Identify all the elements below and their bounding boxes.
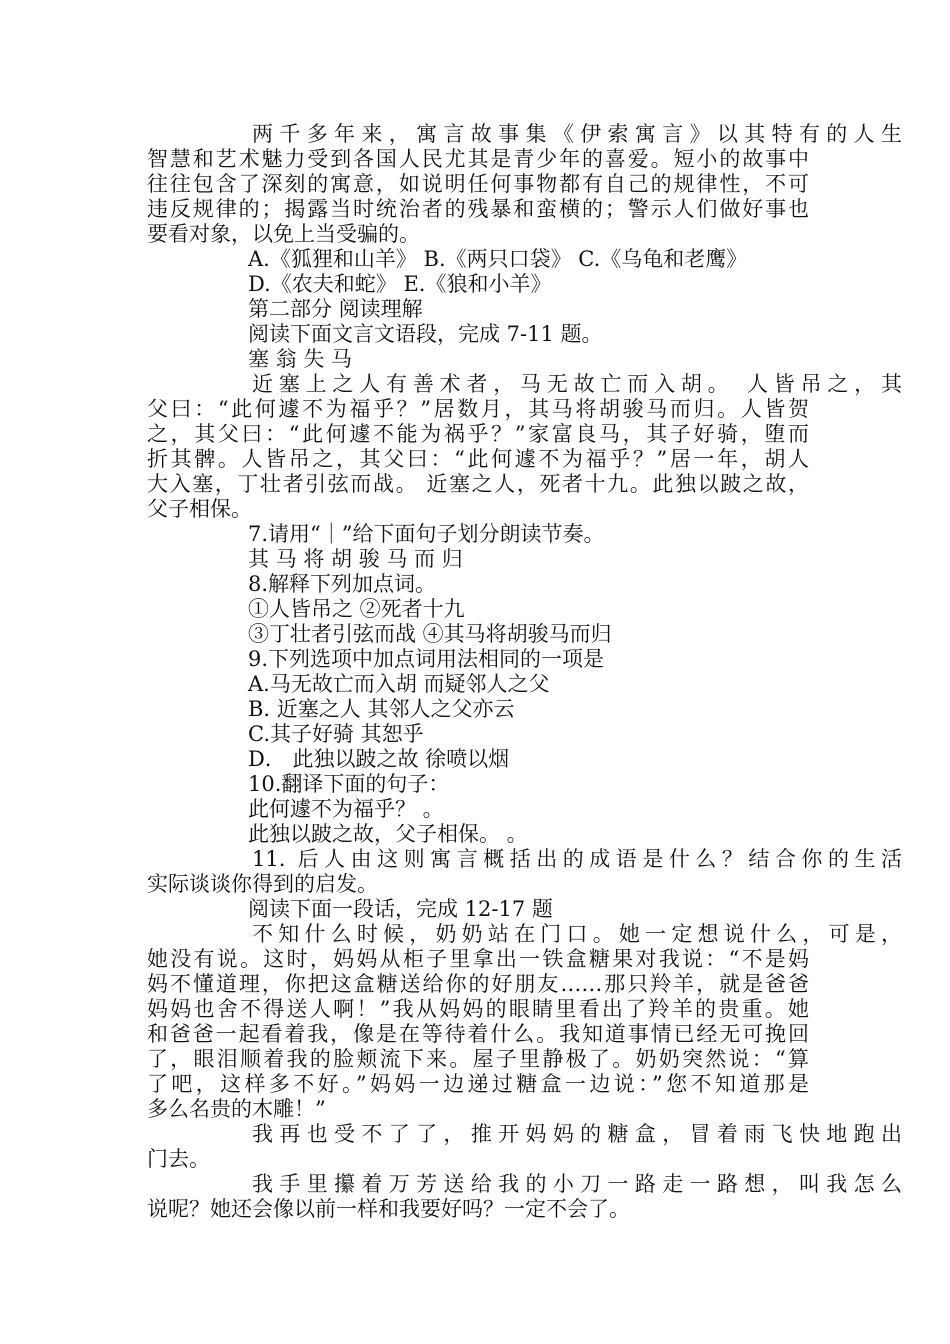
story-line-6: 父子相保。 bbox=[147, 497, 252, 521]
question-8-items-1: ①人皆吊之 ②死者十九 bbox=[248, 597, 465, 621]
question-9-option-d: D． 此独以跛之故 徐喷以烟 bbox=[248, 747, 510, 771]
passage-1-line-7: 了吧，这样多不好。”妈妈一边递过糖盒一边说：”您不知道那是 bbox=[147, 1072, 809, 1096]
options-a-c: A.《狐狸和山羊》 B.《两只口袋》 C.《乌龟和老鹰》 bbox=[248, 247, 748, 271]
story-title: 塞 翁 失 马 bbox=[248, 347, 353, 371]
fable-intro-line-4: 违反规律的；揭露当时统治者的残暴和蛮横的；警示人们做好事也 bbox=[147, 197, 809, 221]
passage-1-line-3: 妈不懂道理，你把这盒糖送给你的好朋友……那只羚羊，就是爸爸 bbox=[147, 972, 809, 996]
question-9-option-a: A.马无故亡而入胡 而疑邻人之父 bbox=[248, 672, 550, 696]
question-10: 10.翻译下面的句子： bbox=[248, 772, 450, 796]
story-line-4: 折其髀。人皆吊之，其父曰：“此何遽不为福乎？”居一年，胡人 bbox=[147, 447, 809, 471]
passage-1-line-2: 她没有说。这时，妈妈从柜子里拿出一铁盒糖果对我说：“不是妈 bbox=[147, 947, 809, 971]
fable-intro-line-1: 两千多年来，寓言故事集《伊索寓言》以其特有的人生 bbox=[252, 122, 902, 146]
passage-1-line-5: 和爸爸一起看着我，像是在等待着什么。我知道事情已经无可挽回 bbox=[147, 1022, 809, 1046]
passage-1-line-4: 妈妈也舍不得送人啊！”我从妈妈的眼睛里看出了羚羊的贵重。她 bbox=[147, 997, 809, 1021]
fable-intro-line-2: 智慧和艺术魅力受到各国人民尤其是青少年的喜爱。短小的故事中 bbox=[147, 147, 809, 171]
options-d-e: D.《农夫和蛇》 E.《狼和小羊》 bbox=[248, 272, 552, 296]
passage-3-line-1: 我手里攥着万芳送给我的小刀一路走一路想，叫我怎么 bbox=[252, 1172, 902, 1196]
question-10-item-1: 此何遽不为福乎？ 。 bbox=[248, 797, 444, 821]
question-9-option-b: B. 近塞之人 其邻人之父亦云 bbox=[248, 697, 515, 721]
passage-2-line-2: 门去。 bbox=[147, 1147, 210, 1171]
question-7-sentence: 其 马 将 胡 骏 马 而 归 bbox=[248, 547, 463, 571]
passage-1-line-6: 了，眼泪顺着我的脸颊流下来。屋子里静极了。奶奶突然说：“算 bbox=[147, 1047, 809, 1071]
passage-1-line-8: 多么名贵的木雕！” bbox=[147, 1097, 326, 1121]
question-8-items-2: ③丁壮者引弦而战 ④其马将胡骏马而归 bbox=[248, 622, 612, 646]
question-9: 9.下列选项中加点词用法相同的一项是 bbox=[248, 647, 605, 671]
part-title: 第二部分 阅读理解 bbox=[248, 297, 423, 321]
passage-2-line-1: 我再也受不了了，推开妈妈的糖盒，冒着雨飞快地跑出 bbox=[252, 1122, 902, 1146]
question-7: 7.请用“｜”给下面句子划分朗读节奏。 bbox=[248, 522, 605, 546]
question-9-option-c: C.其子好骑 其恕乎 bbox=[248, 722, 424, 746]
story-line-2: 父曰：“此何遽不为福乎？”居数月，其马将胡骏马而归。人皆贺 bbox=[147, 397, 809, 421]
passage-1-line-1: 不知什么时候，奶奶站在门口。她一定想说什么，可是， bbox=[252, 922, 902, 946]
story-line-3: 之，其父曰：“此何遽不能为祸乎？”家富良马，其子好骑，堕而 bbox=[147, 422, 809, 446]
instruction-12-17: 阅读下面一段话，完成 12-17 题 bbox=[248, 897, 553, 921]
question-10-item-2: 此独以跛之故，父子相保。 。 bbox=[248, 822, 528, 846]
question-11-line-1: 11. 后人由这则寓言概括出的成语是什么？结合你的生活 bbox=[252, 847, 902, 871]
instruction-7-11: 阅读下面文言文语段，完成 7-11 题。 bbox=[248, 322, 603, 346]
fable-intro-line-5: 要看对象，以免上当受骗的。 bbox=[147, 222, 420, 246]
story-line-5: 大入塞，丁壮者引弦而战。 近塞之人，死者十九。此独以跛之故， bbox=[147, 472, 809, 496]
fable-intro-line-3: 往往包含了深刻的寓意，如说明任何事物都有自己的规律性，不可 bbox=[147, 172, 809, 196]
question-11-line-2: 实际谈谈你得到的启发。 bbox=[147, 872, 378, 896]
passage-3-line-2: 说呢？她还会像以前一样和我要好吗？一定不会了。 bbox=[147, 1197, 630, 1221]
story-line-1: 近塞上之人有善术者，马无故亡而入胡。 人皆吊之，其 bbox=[252, 372, 902, 396]
question-8: 8.解释下列加点词。 bbox=[248, 572, 437, 596]
